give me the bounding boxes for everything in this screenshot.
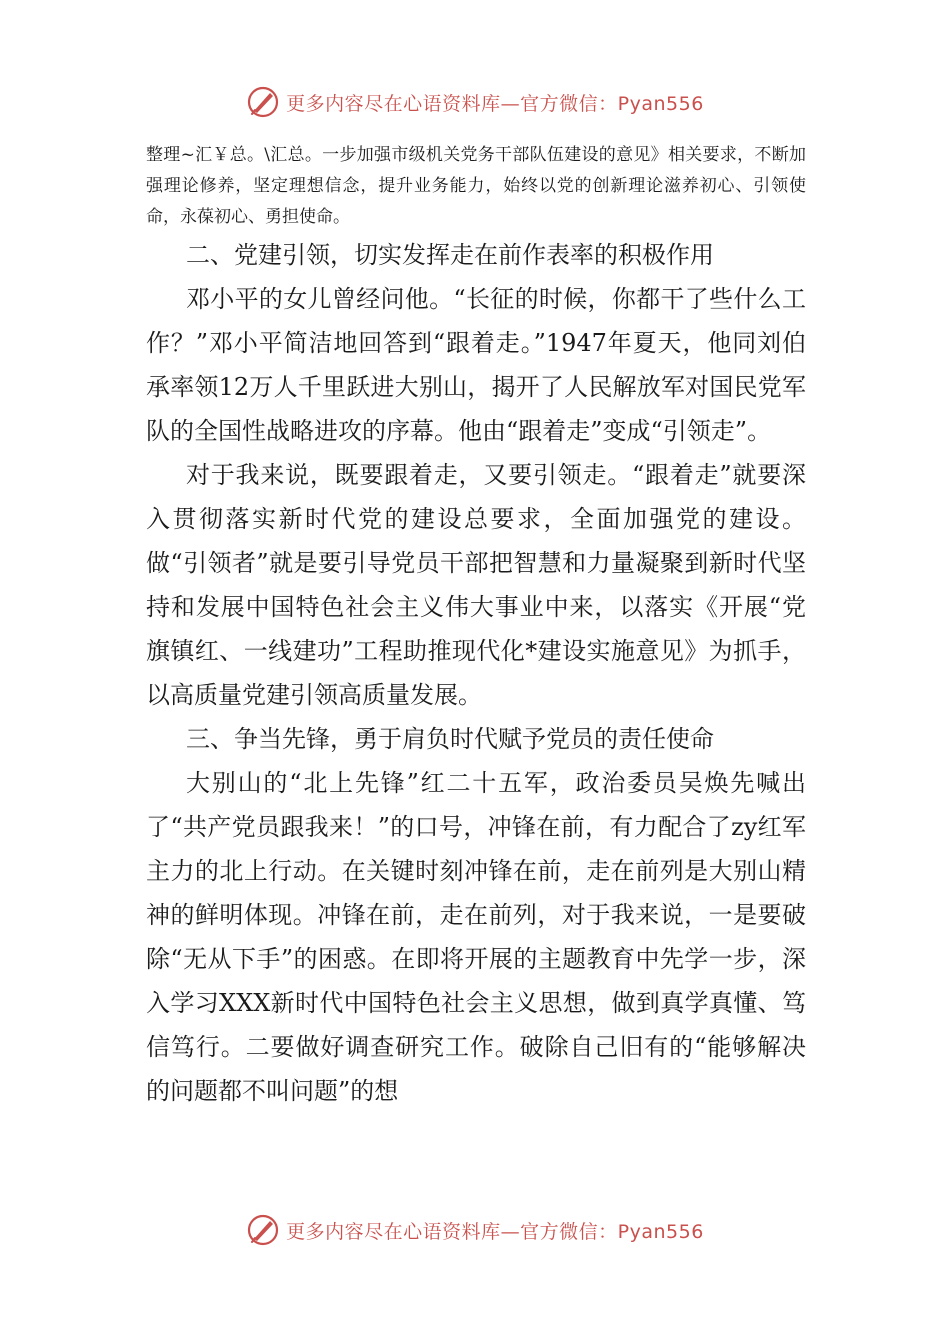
quill-logo-icon	[246, 1213, 280, 1247]
intro-paragraph: 整理~汇￥总。\汇总。一步加强市级机关党务干部队伍建设的意见》相关要求，不断加强理论修养，坚定理想信念，提升业务能力，始终以党的创新理论滋养初心、引领使命，永葆初心、勇担使命。	[146, 145, 806, 227]
watermark-text: 更多内容尽在心语资料库—官方微信：Pyan556	[286, 92, 704, 115]
document-body	[146, 140, 806, 1113]
paragraph-3: 大别山的“北上先锋”红二十五军，政治委员吴焕先喊出了“共产党员跟我来！”的口号，冲锋在前，有力配合了zy红军主力的北上行动。在关键时刻冲锋在前，走在前列是大别山精神的鲜明体现。冲锋在前，走在前列，对于我来说，一是要破除“无从下手”的困惑。在即将开展的主题教育中先学一步，深入学习XXX新时代中国特色社会主义思想，做到真学真懂、笃信笃行。二要做好调查研究工作。破除自己旧有的“能够解决的问题都不叫问题”的想	[146, 769, 806, 1105]
watermark-header	[0, 80, 950, 124]
section-heading-3: 三、争当先锋，勇于肩负时代赋予党员的责任使命	[186, 725, 714, 753]
watermark-text: 更多内容尽在心语资料库—官方微信：Pyan556	[286, 1220, 704, 1243]
section-heading-2: 二、党建引领，切实发挥走在前作表率的积极作用	[186, 241, 714, 269]
paragraph-1: 邓小平的女儿曾经问他。“长征的时候，你都干了些什么工作？”邓小平简洁地回答到“跟着走。”1947年夏天，他同刘伯承率领12万人千里跃进大别山，揭开了人民解放军对国民党军队的全国性战略进攻的序幕。他由“跟着走”变成“引领走”。	[146, 285, 806, 445]
paragraph-2: 对于我来说，既要跟着走，又要引领走。“跟着走”就要深入贯彻落实新时代党的建设总要求，全面加强党的建设。做“引领者”就是要引导党员干部把智慧和力量凝聚到新时代坚持和发展中国特色社会主义伟大事业中来，以落实《开展“党旗镇红、一线建功”工程助推现代化*建设实施意见》为抓手，以高质量党建引领高质量发展。	[146, 461, 806, 709]
quill-logo-icon	[246, 85, 280, 119]
watermark-footer	[0, 1208, 950, 1252]
